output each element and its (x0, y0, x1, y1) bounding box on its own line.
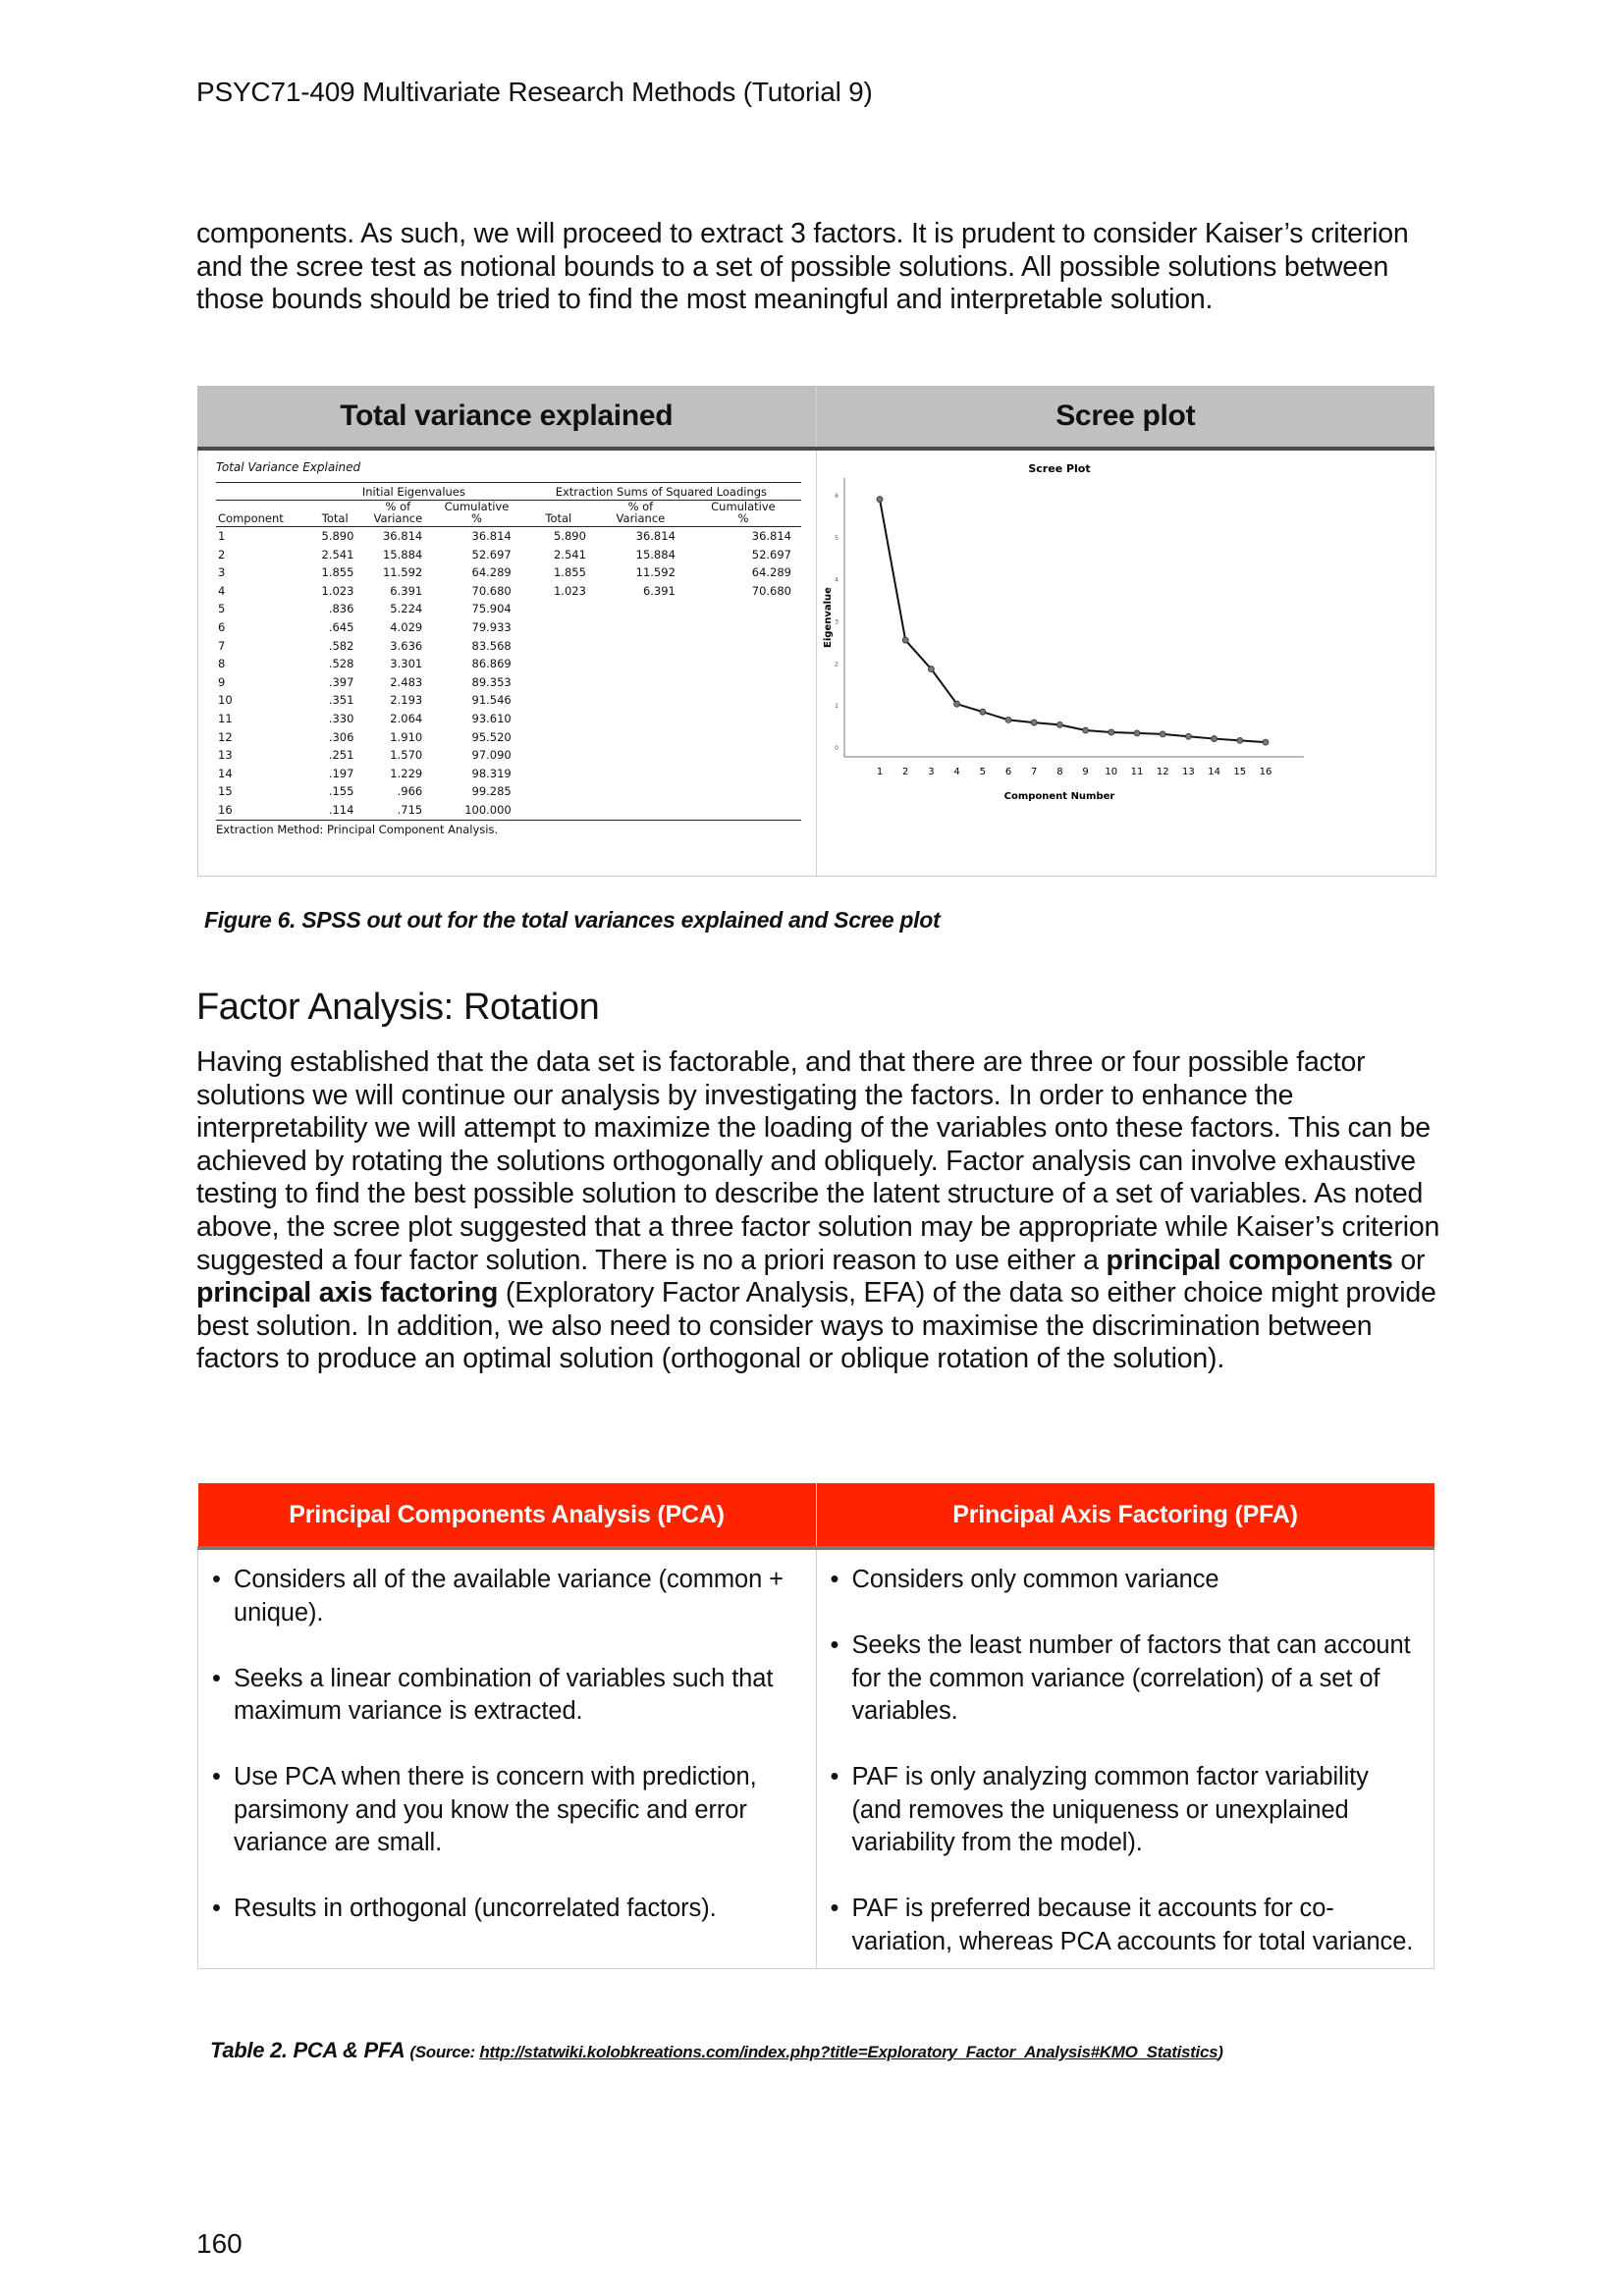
value-cell: .351 (328, 693, 354, 708)
value-cell: 2.193 (390, 693, 423, 708)
list-item-text: PAF is only analyzing common factor variability (and removes the uniqueness or unexplained variability from the model). (851, 1763, 1369, 1856)
y-tick-label: 4 (835, 576, 839, 584)
value-cell: 89.353 (471, 674, 512, 689)
value-cell: .397 (328, 674, 354, 689)
table-row (216, 546, 801, 564)
value-cell: 5.890 (321, 529, 354, 543)
variance-table-column-header (216, 501, 801, 527)
group-header-initial: Initial Eigenvalues (306, 483, 521, 501)
y-tick-label: 3 (835, 618, 839, 626)
y-tick-label: 2 (835, 661, 839, 668)
comparison-header-row (198, 1483, 1434, 1548)
intro-paragraph: components. As such, we will proceed to extract 3 factors. It is prudent to consider Kaiser’s criterion and the scree test as notional bounds to a set of possible solutions. All possible solutions between those bounds should be tried to find the most meaningful and interpretable solution. (196, 218, 1409, 316)
value-cell (521, 600, 596, 618)
value-cell: 2.483 (390, 674, 423, 689)
y-tick-label: 0 (835, 745, 839, 752)
value-cell (596, 655, 685, 673)
eigenvalue-line (880, 500, 1266, 742)
component-cell: 3 (218, 565, 226, 580)
figure-header-row (197, 386, 1434, 451)
x-tick-label: 4 (953, 767, 960, 777)
bullet-icon: • (212, 1763, 221, 1790)
table-row (216, 710, 801, 728)
group-header-extraction: Extraction Sums of Squared Loadings (521, 483, 801, 501)
value-cell: 70.680 (751, 583, 791, 598)
figure-header-total-variance: Total variance explained (197, 386, 817, 447)
value-cell (521, 618, 596, 637)
table-row (216, 728, 801, 747)
value-cell: 86.869 (471, 657, 512, 671)
value-cell (685, 765, 801, 783)
data-point (1185, 733, 1191, 739)
spss-table-title: Total Variance Explained (216, 460, 361, 474)
value-cell (596, 728, 685, 747)
x-tick-label: 13 (1182, 767, 1195, 777)
data-point (1056, 721, 1062, 727)
value-cell: 1.023 (553, 583, 586, 598)
data-point (1031, 720, 1037, 725)
table-row (216, 801, 801, 820)
value-cell: .836 (328, 602, 354, 616)
value-cell (685, 801, 801, 820)
spss-total-variance-table (216, 460, 801, 836)
value-cell (685, 746, 801, 765)
value-cell: 15.884 (382, 547, 423, 561)
value-cell (596, 801, 685, 820)
value-cell: 5.890 (553, 529, 586, 543)
list-item (210, 1761, 796, 1860)
value-cell: .645 (328, 619, 354, 634)
x-tick-label: 7 (1031, 767, 1038, 777)
value-cell (521, 782, 596, 801)
list-item-text: PAF is preferred because it accounts for co-variation, whereas PCA accounts for total variance. (851, 1895, 1414, 1955)
list-item (829, 1564, 1415, 1597)
value-cell: 52.697 (751, 547, 791, 561)
value-cell: 70.680 (471, 583, 512, 598)
x-tick-label: 10 (1105, 767, 1118, 777)
value-cell: 91.546 (471, 693, 512, 708)
value-cell (685, 637, 801, 656)
value-cell: 1.229 (390, 766, 423, 780)
value-cell: 5.224 (390, 602, 423, 616)
value-cell: 1.910 (390, 729, 423, 744)
component-cell: 14 (218, 766, 233, 780)
section-title: Factor Analysis: Rotation (196, 987, 600, 1028)
bold-term: principal axis factoring (196, 1277, 499, 1309)
pca-bullet-list (210, 1564, 796, 1926)
source-suffix: ) (1217, 2043, 1223, 2061)
value-cell (685, 618, 801, 637)
bullet-icon: • (212, 1895, 221, 1922)
value-cell: 6.391 (390, 583, 423, 598)
list-item (829, 1893, 1415, 1958)
variance-table-group-header (216, 483, 801, 501)
column-header: Total (521, 501, 596, 527)
list-item-text: Considers only common variance (851, 1566, 1219, 1593)
value-cell: 3.636 (390, 638, 423, 653)
list-item-text: Considers all of the available variance (common + unique). (234, 1566, 784, 1627)
bullet-icon: • (830, 1763, 839, 1790)
value-cell: 79.933 (471, 619, 512, 634)
bullet-icon: • (212, 1664, 221, 1692)
data-point (877, 497, 883, 503)
data-point (1212, 736, 1217, 742)
value-cell: 93.610 (471, 711, 512, 725)
list-item-text: Results in orthogonal (uncorrelated factors). (234, 1895, 717, 1922)
component-cell: 10 (218, 693, 233, 708)
pfa-bullet-list (829, 1564, 1415, 1958)
comparison-header-pca: Principal Components Analysis (PCA) (198, 1483, 817, 1548)
table-row (216, 691, 801, 710)
value-cell: 11.592 (635, 565, 676, 580)
column-header: % of Variance (363, 501, 432, 527)
value-cell: 6.391 (642, 583, 676, 598)
data-point (1109, 729, 1114, 735)
value-cell (596, 691, 685, 710)
data-point (928, 667, 934, 672)
column-header: Cumulative % (432, 501, 521, 527)
x-tick-label: 11 (1130, 767, 1144, 777)
value-cell (685, 691, 801, 710)
table-row (216, 527, 801, 546)
component-cell: 9 (218, 674, 226, 689)
value-cell (685, 710, 801, 728)
component-cell: 7 (218, 638, 226, 653)
comparison-cell-pfa (816, 1548, 1434, 1969)
paragraph-text: (Exploratory Factor Analysis, EFA) of the data so either choice might provide best solution. In addition, we also need to consider ways to maximise the discrimination between factors to produce an optimal solution (orthogonal or oblique rotation of the solution). (196, 1277, 1436, 1375)
value-cell (596, 673, 685, 692)
component-cell: 2 (218, 547, 226, 561)
value-cell (521, 637, 596, 656)
column-header: Cumulative % (685, 501, 801, 527)
value-cell: 36.814 (751, 529, 791, 543)
table-row (216, 582, 801, 601)
component-cell: 12 (218, 729, 233, 744)
value-cell: 3.301 (390, 657, 423, 671)
bullet-icon: • (830, 1566, 839, 1593)
x-tick-label: 12 (1156, 767, 1169, 777)
x-tick-label: 8 (1056, 767, 1063, 777)
table-row (216, 618, 801, 637)
source-prefix: (Source: (409, 2043, 480, 2061)
x-tick-label: 14 (1208, 767, 1220, 777)
value-cell: 64.289 (751, 565, 791, 580)
value-cell: .306 (328, 729, 354, 744)
x-tick-label: 1 (876, 767, 884, 777)
value-cell (685, 673, 801, 692)
comparison-header-pfa: Principal Axis Factoring (PFA) (816, 1483, 1434, 1548)
table-caption-label: Table 2. PCA & PFA (210, 2038, 405, 2062)
column-header: Component (216, 501, 306, 527)
page-header-course-title: PSYC71-409 Multivariate Research Methods (Tutorial 9) (196, 77, 873, 107)
data-point (902, 637, 908, 643)
value-cell (521, 655, 596, 673)
component-cell: 1 (218, 529, 226, 543)
bullet-icon: • (830, 1895, 839, 1922)
x-tick-label: 2 (902, 767, 909, 777)
value-cell (521, 673, 596, 692)
table-row (216, 600, 801, 618)
column-header: % of Variance (596, 501, 685, 527)
value-cell (596, 710, 685, 728)
section-paragraph (196, 1046, 1443, 1376)
value-cell: 98.319 (471, 766, 512, 780)
x-tick-label: 16 (1259, 767, 1272, 777)
value-cell: 36.814 (635, 529, 676, 543)
x-tick-label: 3 (928, 767, 935, 777)
value-cell (596, 746, 685, 765)
table-row (216, 673, 801, 692)
value-cell: 36.814 (382, 529, 423, 543)
value-cell: 95.520 (471, 729, 512, 744)
x-tick-label: 6 (1004, 767, 1012, 777)
value-cell (685, 655, 801, 673)
value-cell: .330 (328, 711, 354, 725)
value-cell (685, 782, 801, 801)
list-item (210, 1893, 796, 1926)
value-cell (521, 746, 596, 765)
value-cell: 64.289 (471, 565, 512, 580)
x-axis-label: Component Number (1003, 791, 1115, 802)
page-number: 160 (196, 2228, 243, 2259)
table-row (216, 655, 801, 673)
value-cell: 99.285 (471, 784, 512, 799)
table-row (216, 782, 801, 801)
table-caption-source (409, 2043, 1222, 2061)
table-row (216, 637, 801, 656)
component-cell: 5 (218, 602, 226, 616)
table-caption (210, 2038, 1223, 2063)
value-cell: .528 (328, 657, 354, 671)
variance-table-body (216, 527, 801, 821)
comparison-body-row (198, 1548, 1434, 1969)
value-cell: 52.697 (471, 547, 512, 561)
table-row (216, 765, 801, 783)
paragraph-text: Having established that the data set is factorable, and that there are three or four possible factor solutions we will continue our analysis by investigating the factors. In order to enhance the interpretability we will attempt to maximize the loading of the variables onto these factors. This can be achieved by rotating the solutions orthogonally and obliquely. Factor analysis can involve exhaustive testing to find the best possible solution to describe the latent structure of a set of variables. As noted above, the scree plot suggested that a three factor solution may be appropriate while Kaiser’s criterion suggested a four factor solution. There is no a priori reason to use either a (196, 1046, 1440, 1276)
component-cell: 4 (218, 583, 226, 598)
data-point (1083, 727, 1089, 733)
y-tick-label: 5 (835, 534, 839, 542)
value-cell: 97.090 (471, 748, 512, 763)
bold-term: principal components (1106, 1244, 1393, 1276)
column-header: Total (306, 501, 363, 527)
data-point (1005, 717, 1011, 722)
data-point (954, 701, 960, 707)
component-cell: 16 (216, 801, 306, 820)
list-item-text: Seeks the least number of factors that can account for the common variance (correlation) of a set of variables. (851, 1631, 1411, 1725)
value-cell: 1.855 (321, 565, 354, 580)
x-tick-label: 15 (1233, 767, 1247, 777)
component-cell: 15 (218, 784, 233, 799)
value-cell (521, 691, 596, 710)
value-cell: 11.592 (382, 565, 423, 580)
value-cell: .966 (397, 784, 423, 799)
value-cell (596, 618, 685, 637)
value-cell: 15.884 (635, 547, 676, 561)
value-cell: .582 (328, 638, 354, 653)
list-item-text: Seeks a linear combination of variables such that maximum variance is extracted. (234, 1664, 774, 1725)
comparison-cell-pca (198, 1548, 817, 1969)
value-cell: 2.541 (553, 547, 586, 561)
value-cell: .251 (328, 748, 354, 763)
table-row (216, 563, 801, 582)
y-tick-label: 1 (835, 703, 839, 711)
value-cell: .715 (363, 801, 432, 820)
value-cell: 1.023 (321, 583, 354, 598)
figure-caption: Figure 6. SPSS out out for the total variances explained and Scree plot (204, 907, 941, 933)
value-cell: 2.541 (321, 547, 354, 561)
value-cell (685, 728, 801, 747)
value-cell (596, 782, 685, 801)
component-cell: 11 (218, 711, 233, 725)
pca-pfa-comparison-table (197, 1483, 1434, 1969)
value-cell: 83.568 (471, 638, 512, 653)
value-cell (521, 728, 596, 747)
value-cell (521, 765, 596, 783)
paragraph-text: or (1392, 1244, 1426, 1276)
value-cell: 75.904 (471, 602, 512, 616)
value-cell: 4.029 (390, 619, 423, 634)
data-point (1160, 731, 1165, 737)
list-item (210, 1663, 796, 1729)
y-tick-label: 6 (835, 493, 839, 500)
value-cell (521, 801, 596, 820)
data-point (1134, 730, 1140, 736)
data-point (1237, 737, 1243, 743)
value-cell (521, 710, 596, 728)
value-cell: .114 (306, 801, 363, 820)
data-point (980, 709, 986, 715)
list-item-text: Use PCA when there is concern with prediction, parsimony and you know the specific and error variance are small. (234, 1763, 757, 1856)
component-cell: 6 (218, 619, 226, 634)
spss-table-footnote: Extraction Method: Principal Component Analysis. (216, 822, 499, 836)
component-cell: 13 (218, 748, 233, 763)
figure-header-scree-plot: Scree plot (1055, 400, 1196, 432)
value-cell: 2.064 (390, 711, 423, 725)
value-cell: 100.000 (432, 801, 521, 820)
bullet-icon: • (830, 1631, 839, 1659)
chart-title: Scree Plot (1028, 462, 1091, 475)
value-cell: .155 (328, 784, 354, 799)
component-cell: 8 (218, 657, 226, 671)
list-item (829, 1629, 1415, 1729)
value-cell: 1.855 (553, 565, 586, 580)
value-cell (596, 765, 685, 783)
bullet-icon: • (212, 1566, 221, 1593)
y-axis-label: Eigenvalue (823, 587, 834, 648)
group-spacer (216, 483, 306, 501)
x-tick-label: 5 (979, 767, 986, 777)
value-cell (685, 600, 801, 618)
scree-plot-svg (817, 451, 1435, 876)
value-cell: 36.814 (471, 529, 512, 543)
variance-table (216, 482, 801, 821)
value-cell (596, 600, 685, 618)
table-row (216, 746, 801, 765)
x-tick-label: 9 (1082, 767, 1089, 777)
source-link[interactable]: http://statwiki.kolobkreations.com/index.php?title=Exploratory_Factor_Analysis#KMO_Statistics (479, 2043, 1218, 2061)
list-item (210, 1564, 796, 1629)
value-cell: 1.570 (390, 748, 423, 763)
data-point (1263, 739, 1269, 745)
figure-body (197, 451, 1436, 877)
list-item (829, 1761, 1415, 1860)
value-cell (596, 637, 685, 656)
scree-plot (817, 451, 1435, 876)
value-cell: .197 (328, 766, 354, 780)
